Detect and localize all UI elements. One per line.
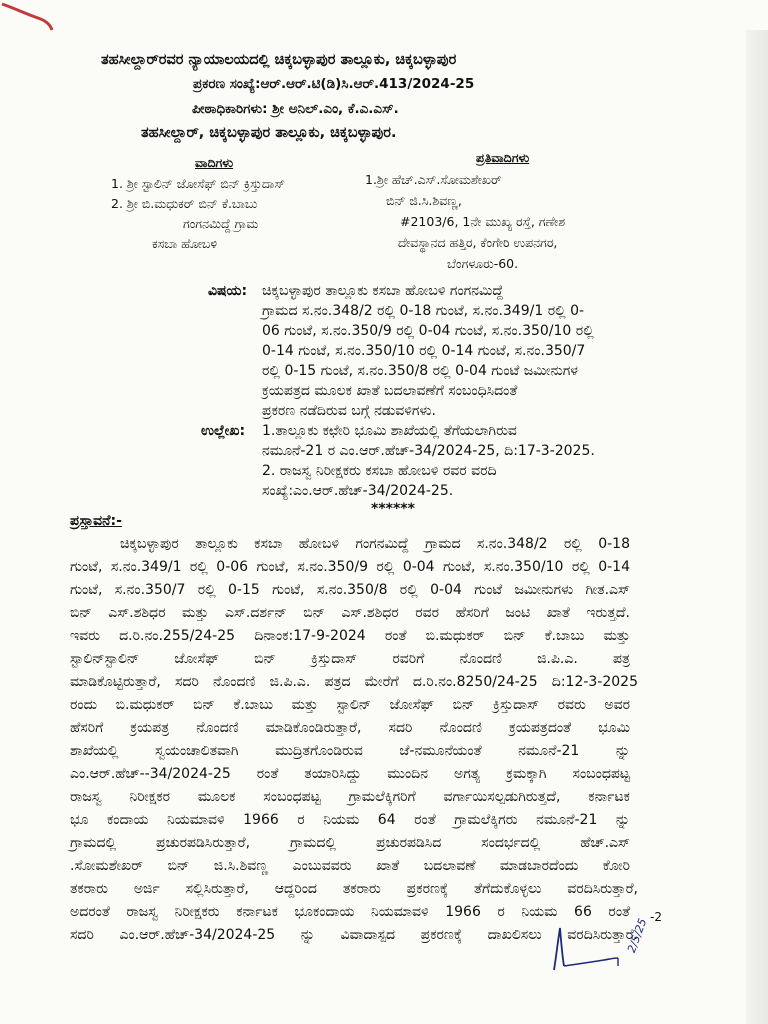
respondent-1: 1.ಶ್ರೀ ಹೆಚ್.ಎಸ್.ಸೋಮಶೇಖರ್ [365,172,502,187]
petitioner-village: ಗಂಗನಮಿದ್ದೆ ಗ್ರಾಮ [183,216,259,231]
preamble-line: ಇವರು ದ.ರಿ.ನಂ.255/24-25 ದಿನಾಂಕ:17-9-2024 ರಂತೆ ಬಿ.ಮಧುಕರ್ ಬಿನ್ ಕೆ.ಬಾಬು ಮತ್ತು [70,628,630,644]
preamble-line: ಗುಂಟೆ, ಸ.ನಂ.349/1 ರಲ್ಲಿ 0-06 ಗುಂಟೆ, ಸ.ನಂ.350/9 ರಲ್ಲಿ 0-04 ಗುಂಟೆ, ಸ.ನಂ.350/10 ರಲ್ಲಿ 0-14 [70,559,630,575]
respondent-address-2: ದೇವಸ್ಥಾನದ ಹತ್ತಿರ, ಕೆಂಗೇರಿ ಉಪನಗರ, [398,235,558,250]
subject-label: ವಿಷಯ: [208,283,248,299]
subject-line: 0-14 ಗುಂಟೆ, ಸ.ನಂ.350/10 ರಲ್ಲಿ 0-14 ಗುಂಟೆ, ಸ.ನಂ.350/7 [262,343,586,359]
petitioner-1: 1. ಶ್ರೀ ಸ್ಟಾಲಿನ್ ಜೋಸೆಫ್ ಬಿನ್ ಕ್ರಿಸ್ತುದಾಸ್ [111,176,286,191]
subject-line: 06 ಗುಂಟೆ, ಸ.ನಂ.350/9 ರಲ್ಲಿ 0-04 ಗುಂಟೆ, ಸ.ನಂ.350/10 ರಲ್ಲಿ [262,323,594,339]
subject-line: ಕ್ರಯಪತ್ರದ ಮೂಲಕ ಖಾತೆ ಬದಲಾವಣೆಗೆ ಸಂಬಂಧಿಸಿದಂತೆ [262,383,518,399]
subject-line: ಗ್ರಾಮದ ಸ.ನಂ.348/2 ರಲ್ಲಿ 0-18 ಗುಂಟೆ, ಸ.ನಂ.349/1 ರಲ್ಲಿ 0- [262,303,585,319]
preamble-line: ರಂದು ಬಿ.ಮಧುಕರ್ ಬಿನ್ ಕೆ.ಬಾಬು ಮತ್ತು ಸ್ಟಾಲಿನ್ ಜೋಸೆಫ್ ಬಿನ್ ಕ್ರಿಸ್ತುದಾಸ್ ರವರು ಅವರ [70,697,630,713]
page-edge-shadow [746,30,768,1024]
respondents-title: ಪ್ರತಿವಾದಿಗಳು [476,150,530,165]
binding-thread-icon [0,0,60,46]
preamble-line: ಬಿನ್ ಎಸ್.ಶಶಿಧರ ಮತ್ತು ಎಸ್.ದರ್ಶನ್ ಬಿನ್ ಎಸ್.ಶಶಿಧರ ರವರ ಹೆಸರಿಗೆ ಜಂಟಿ ಖಾತೆ ಇರುತ್ತದೆ. [70,605,630,621]
subject-line: ಚಿಕ್ಕಬಳ್ಳಾಪುರ ತಾಲ್ಲೂಕು ಕಸಬಾ ಹೋಬಳಿ ಗಂಗನಮಿದ್ದೆ [262,283,504,299]
reference-label: ಉಲ್ಲೇಖ: [201,423,246,439]
preamble-line: ರಾಜಸ್ವ ನಿರೀಕ್ಷಕರ ಮೂಲಕ ಸಂಬಂಧಪಟ್ಟ ಗ್ರಾಮಲೆಕ್ಕಿಗರಿಗೆ ವರ್ಗಾಯಿಸಲ್ಪಡುಗಿರುತ್ತದೆ, ಕರ್ನಾಟಕ [70,789,630,805]
preamble-line: ಗುಂಟೆ, ಸ.ನಂ.350/7 ರಲ್ಲಿ 0-15 ಗುಂಟೆ, ಸ.ನಂ.350/8 ರಲ್ಲಿ 0-04 ಗುಂಟೆ ಜಮೀನುಗಳು ಗೀತ.ಎಸ್ [70,582,630,598]
preamble-line: ಸ್ಟಾಲಿನ್‌ಸ್ಟಾಲಿನ್ ಜೋಸೆಫ್ ಬಿನ್ ಕ್ರಿಸ್ತುದಾಸ್ ರವರಿಗೆ ನೊಂದಣಿ ಜಿ.ಪಿ.ಎ. ಪತ್ರ [70,651,630,667]
respondent-address-1: #2103/6, 1ನೇ ಮುಖ್ಯ ರಸ್ತೆ, ಗಣೇಶ [400,214,566,229]
reference-line: ನಮೂನೆ-21 ರ ಎಂ.ಆರ್.ಹೆಚ್-34/2024-25, ದಿ:17-3-2025. [262,443,595,459]
separator-stars: ****** [371,501,415,517]
preamble-title: ಪ್ರಸ್ತಾವನೆ:- [70,513,122,529]
preamble-line: ಚಿಕ್ಕಬಳ್ಳಾಪುರ ತಾಲ್ಲೂಕು ಕಸಬಾ ಹೋಬಳಿ ಗಂಗನಮಿದ್ದೆ ಗ್ರಾಮದ ಸ.ನಂ.348/2 ರಲ್ಲಿ 0-18 [120,536,630,552]
preamble-line: ಎಂ.ಆರ್.ಹೆಚ್--34/2024-25 ರಂತೆ ತಯಾರಿಸಿದ್ದು ಮುಂದಿನ ಅಗತ್ಯ ಕ್ರಮಕ್ಕಾಗಿ ಸಂಬಂಧಪಟ್ಟ [70,766,630,782]
reference-line: 1.ತಾಲ್ಲೂಕು ಕಛೇರಿ ಭೂಮಿ ಶಾಖೆಯಲ್ಲಿ ತೆಗೆಯಲಾಗಿರುವ [262,423,517,439]
reference-line: ಸಂಖ್ಯೆ:ಎಂ.ಆರ್.ಹೆಚ್-34/2024-25. [262,483,454,499]
preamble-line: ಗ್ರಾಮದಲ್ಲಿ ಪ್ರಚುರಪಡಿಸಿರುತ್ತಾರೆ, ಗ್ರಾಮದಲ್ಲಿ ಪ್ರಚುರಪಡಿಸಿದ ಸಂದರ್ಭದಲ್ಲಿ ಹೆಚ್.ಎಸ್ [70,835,630,851]
petitioner-hobli: ಕಸಬಾ ಹೋಬಳಿ [152,236,218,251]
petitioner-2: 2. ಶ್ರೀ ಬಿ.ಮಧುಕರ್ ಬಿನ್ ಕೆ.ಬಾಬು [111,196,258,211]
preamble-line: ಶಾಖೆಯಲ್ಲಿ ಸ್ವಯಂಚಾಲಿತವಾಗಿ ಮುದ್ರಿತಗೊಂಡಿರುವ ಜೆ-ನಮೂನೆಯಂತೆ ನಮೂನೆ-21 ನ್ನು [70,743,630,759]
officer-designation: ತಹಸೀಲ್ದಾರ್, ಚಿಕ್ಕಬಳ್ಳಾಪುರ ತಾಲ್ಲೂಕು, ಚಿಕ್ಕಬಳ್ಳಾಪುರ. [141,125,397,141]
preamble-line: ಭೂ ಕಂದಾಯ ನಿಯಮಾವಳಿ 1966 ರ ನಿಯಮ 64 ರಂತೆ ಗ್ರಾಮಲೆಕ್ಕಿಗರು ನಮೂನೆ-21 ನ್ನು [70,812,630,828]
preamble-line: .ಸೋಮಶೇಖರ್ ಬಿನ್ ಜಿ.ಸಿ.ಶಿವಣ್ಣ ಎಂಬುವವರು ಖಾತೆ ಬದಲಾವಣೆ ಮಾಡಬಾರದೆಂದು ಕೋರಿ [70,858,630,874]
signature-date: 2/5/25 [625,916,650,955]
petitioners-title: ವಾದಿಗಳು [195,155,234,170]
preamble-line: ಅದರಂತೆ ರಾಜಸ್ವ ನಿರೀಕ್ಷಕರು ಕರ್ನಾಟಕ ಭೂಕಂದಾಯ ನಿಯಮಾವಳಿ 1966 ರ ನಿಯಮ 66 ರಂತೆ [70,904,630,920]
reference-line: 2. ರಾಜಸ್ವ ನಿರೀಕ್ಷಕರು ಕಸಬಾ ಹೋಬಳಿ ರವರ ವರದಿ [262,463,497,479]
preamble-line: ಸದರಿ ಎಂ.ಆರ್.ಹೆಚ್-34/2024-25 ನ್ನು ವಿವಾದಾಸ್ಪದ ಪ್ರಕರಣಕ್ಕೆ ದಾಖಲಿಸಲು ವರದಿಸಿರುತ್ತಾರೆ. [70,927,638,943]
court-title: ತಹಸೀಲ್ದಾರ್‌ರವರ ನ್ಯಾಯಾಲಯದಲ್ಲಿ ಚಿಕ್ಕಬಳ್ಳಾಪುರ ತಾಲ್ಲೂಕು, ಚಿಕ್ಕಬಳ್ಳಾಪುರ [101,52,457,68]
preamble-line: ತಕರಾರು ಅರ್ಜಿ ಸಲ್ಲಿಸಿರುತ್ತಾರೆ, ಆದ್ದರಿಂದ ತಕರಾರು ಪ್ರಕರಣಕ್ಕೆ ತೆಗೆದುಕೊಳ್ಳಲು ವರದಿಸಿರುತ್ತಾರೆ, [70,881,638,897]
presiding-officer: ಪೀಠಾಧಿಕಾರಿಗಳು: ಶ್ರೀ ಅನಿಲ್.ಎಂ, ಕೆ.ಎ.ಎಸ್. [192,101,399,117]
page-marker: -2 [650,910,662,924]
preamble-line: ಹೆಸರಿಗೆ ಕ್ರಯಪತ್ರ ನೊಂದಣಿ ಮಾಡಿಕೊಂಡಿರುತ್ತಾರೆ, ಸದರಿ ನೊಂದಣಿ ಕ್ರಯಪತ್ರದಂತೆ ಭೂಮಿ [70,720,630,736]
preamble-line: ಮಾಡಿಕೊಟ್ಟಿರುತ್ತಾರೆ, ಸದರಿ ನೊಂದಣಿ ಜಿ.ಪಿ.ಎ. ಪತ್ರದ ಮೇರೆಗೆ ದ.ರಿ.ನಂ.8250/24-25 ದಿ:12-3-2025 [70,674,638,690]
case-number: ಪ್ರಕರಣ ಸಂಖ್ಯೆ:ಆರ್.ಆರ್.ಟಿ(ಡಿ)ಸಿ.ಆರ್.413/2024-25 [193,76,475,92]
subject-line: ಪ್ರಕರಣ ನಡೆದಿರುವ ಬಗ್ಗೆ ನಡುವಳಿಗಳು. [262,403,436,419]
respondent-address-3: ಬೆಂಗಳೂರು-60. [447,256,519,271]
subject-line: ರಲ್ಲಿ 0-15 ಗುಂಟೆ, ಸ.ನಂ.350/8 ರಲ್ಲಿ 0-04 ಗುಂಟೆ ಜಮೀನುಗಳ [262,363,578,379]
respondent-father: ಬಿನ್ ಜಿ.ಸಿ.ಶಿವಣ್ಣ, [386,193,462,208]
